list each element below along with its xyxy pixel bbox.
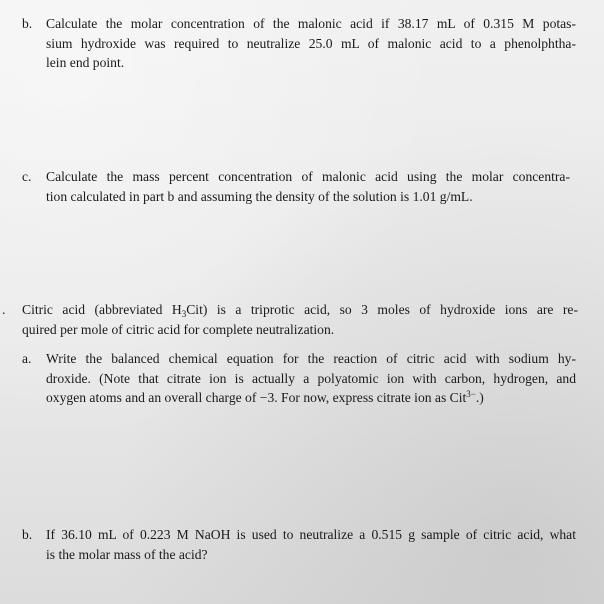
problem-b-top-label: b.: [22, 16, 33, 31]
problem-c-line-1: Calculate the mass percent concentration of malonic acid using the molar concentra-: [46, 169, 570, 184]
problem-a-line-1: Write the balanced chemical equation for the reaction of citric acid with sodium hy-: [46, 351, 576, 366]
problem-b-top-text: [46, 14, 576, 73]
question-citric-acid-text: [22, 300, 578, 339]
problem-a-line-3: [46, 388, 576, 408]
q3-line1-post: Cit) is a triprotic acid, so 3 moles of hydroxide ions are re-: [186, 302, 578, 317]
problem-b-top-line-1: Calculate the molar concentration of the malonic acid if 38.17 mL of 0.315 M potas-: [46, 16, 576, 31]
problem-b-bottom-label: b.: [22, 527, 33, 542]
problem-c-line-2: tion calculated in part b and assuming the density of the solution is 1.01 g/mL.: [46, 188, 473, 204]
q3-line1-pre: Citric acid (abbreviated H: [22, 302, 182, 317]
problem-b-bottom-text: [46, 525, 576, 564]
question-citric-acid-line-1: [22, 300, 578, 320]
problem-a-text: [46, 349, 576, 408]
question-citric-acid-label: .: [2, 302, 6, 317]
a-line3-pre: oxygen atoms and an overall charge of −3. For now, express citrate ion as Cit: [46, 390, 467, 406]
a-line3-sup: 3−: [466, 389, 476, 400]
problem-b-bottom-line-1: If 36.10 mL of 0.223 M NaOH is used to neutralize a 0.515 g sample of citric acid, what: [46, 527, 576, 542]
problem-a-label: a.: [22, 351, 32, 366]
problem-c-label: c.: [22, 169, 32, 184]
question-citric-acid-line-2: quired per mole of citric acid for complete neutralization.: [22, 321, 335, 337]
problem-b-top-line-3: lein end point.: [46, 55, 125, 71]
problem-b-top-line-2: sium hydroxide was required to neutralize 25.0 mL of malonic acid to a phenolphtha-: [46, 35, 576, 51]
problem-b-bottom-line-2: is the molar mass of the acid?: [46, 546, 208, 562]
a-line3-post: .): [475, 390, 484, 406]
problem-c-text: [46, 167, 570, 206]
q3-line1-sub: 3: [181, 309, 187, 319]
problem-a-line-2: droxide. (Note that citrate ion is actually a polyatomic ion with carbon, hydrogen, and: [46, 370, 576, 386]
